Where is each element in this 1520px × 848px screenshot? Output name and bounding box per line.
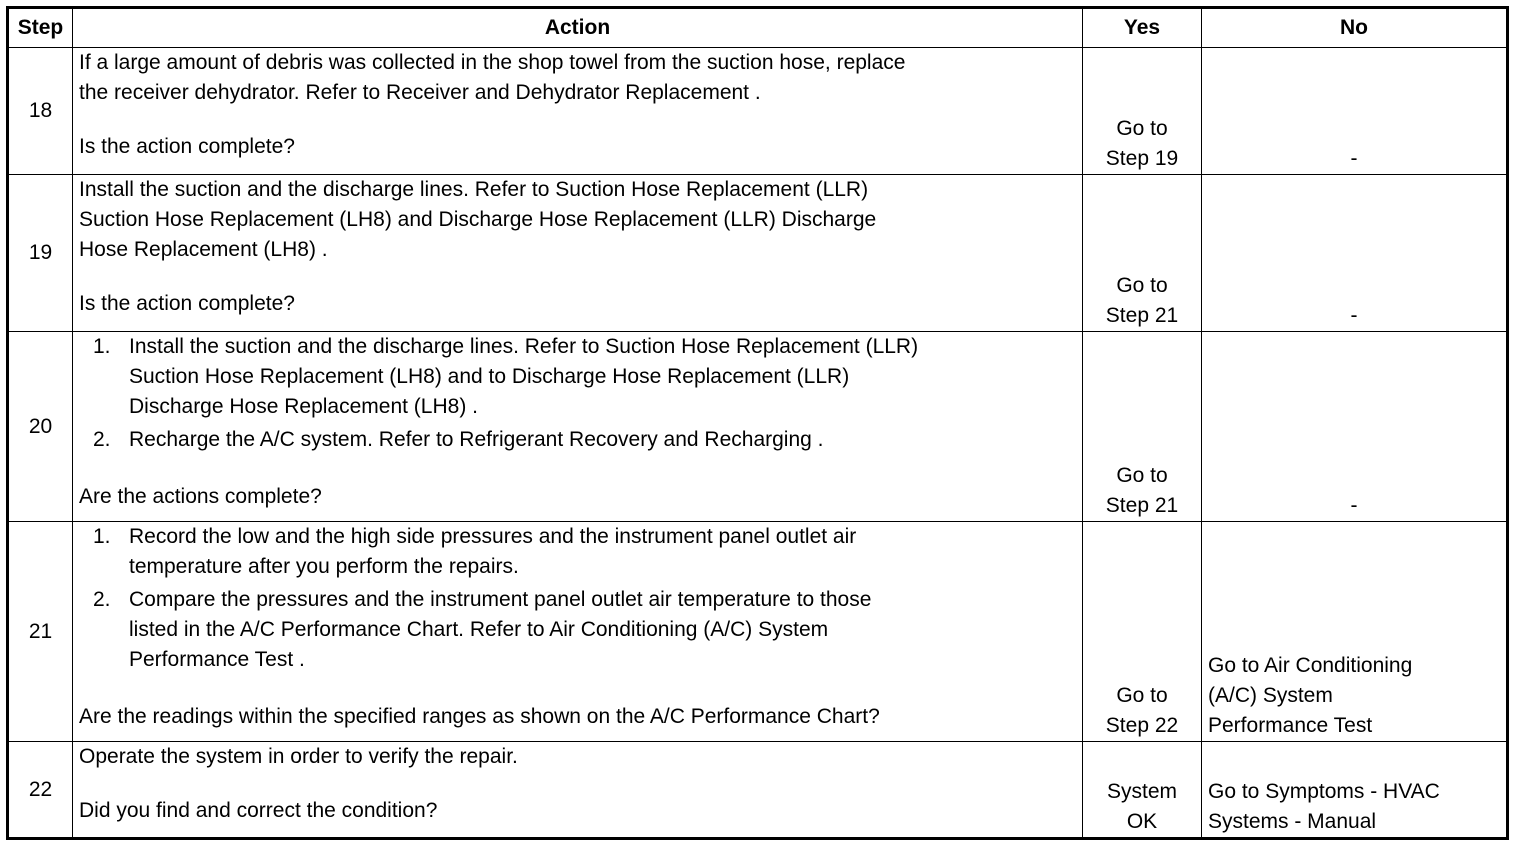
action-text-line: Operate the system in order to verify the repair. [79,745,518,768]
action-question: Is the action complete? [79,135,295,158]
list-item [79,332,1076,422]
yes-text-line: OK [1126,810,1158,833]
yes-text-line: Step 21 [1105,304,1179,327]
list-item-line: Compare the pressures and the instrument panel outlet air temperature to those [129,588,872,611]
list-item [79,585,1076,675]
yes-text-line: Go to [1116,274,1168,297]
yes-text-line: Go to [1116,117,1168,140]
header-action: Action [73,8,1083,48]
step-number: 20 [8,332,73,522]
numbered-list [79,332,1076,455]
action-cell [73,332,1083,522]
no-text-line: Go to Symptoms - HVAC [1208,780,1440,803]
no-cell [1202,522,1508,742]
list-item-line: Performance Test . [129,648,305,671]
no-cell [1202,742,1508,839]
yes-text-line: System [1106,780,1177,803]
header-no: No [1202,8,1508,48]
no-cell: - [1202,48,1508,175]
list-item-line: Install the suction and the discharge lines. Refer to Suction Hose Replacement (LLR) [129,335,919,358]
table-row [8,175,1508,332]
yes-text-line: Step 21 [1105,494,1179,517]
no-text-line: Go to Air Conditioning [1208,654,1413,677]
action-text-line: If a large amount of debris was collected in the shop towel from the suction hose, replace [79,51,906,74]
list-item-line: Suction Hose Replacement (LH8) and to Discharge Hose Replacement (LLR) [129,365,850,388]
list-item-line: temperature after you perform the repairs. [129,555,519,578]
action-cell [73,522,1083,742]
header-step: Step [8,8,73,48]
yes-cell [1083,742,1202,839]
action-question: Are the actions complete? [79,485,322,508]
list-item-number: 1. [93,335,111,358]
numbered-list [79,522,1076,675]
step-number: 19 [8,175,73,332]
yes-text-line: Go to [1116,684,1168,707]
diagnostic-steps-table [6,6,1509,840]
step-number: 18 [8,48,73,175]
list-item-line: Discharge Hose Replacement (LH8) . [129,395,478,418]
list-item-number: 2. [93,428,111,451]
list-item-number: 1. [93,525,111,548]
action-text-line: Suction Hose Replacement (LH8) and Discharge Hose Replacement (LLR) Discharge [79,208,877,231]
action-cell [73,48,1083,175]
list-item [79,522,1076,582]
no-cell: - [1202,332,1508,522]
list-item-line: Recharge the A/C system. Refer to Refrigerant Recovery and Recharging . [129,428,824,451]
action-question: Is the action complete? [79,292,295,315]
list-item-number: 2. [93,588,111,611]
list-item-line: Record the low and the high side pressures and the instrument panel outlet air [129,525,857,548]
step-number: 21 [8,522,73,742]
no-cell: - [1202,175,1508,332]
yes-cell [1083,522,1202,742]
yes-text-line: Step 22 [1105,714,1179,737]
step-number: 22 [8,742,73,839]
list-item [79,425,1076,455]
yes-cell [1083,175,1202,332]
yes-text-line: Step 19 [1105,147,1179,170]
no-text-line: Systems - Manual [1208,810,1377,833]
yes-text-line: Go to [1116,464,1168,487]
action-text-line: the receiver dehydrator. Refer to Receiver and Dehydrator Replacement . [79,81,761,104]
no-text-line: Performance Test [1208,714,1373,737]
action-cell [73,742,1083,839]
action-question: Did you find and correct the condition? [79,799,438,822]
yes-cell [1083,48,1202,175]
action-question: Are the readings within the specified ranges as shown on the A/C Performance Chart? [79,705,880,728]
no-text-line: (A/C) System [1208,684,1333,707]
action-cell [73,175,1083,332]
table-row [8,522,1508,742]
action-text-line: Hose Replacement (LH8) . [79,238,328,261]
action-text-line: Install the suction and the discharge lines. Refer to Suction Hose Replacement (LLR) [79,178,869,201]
table-row [8,48,1508,175]
list-item-line: listed in the A/C Performance Chart. Refer to Air Conditioning (A/C) System [129,618,829,641]
table-header-row [8,8,1508,48]
header-yes: Yes [1083,8,1202,48]
table-row [8,332,1508,522]
yes-cell [1083,332,1202,522]
table-row [8,742,1508,839]
